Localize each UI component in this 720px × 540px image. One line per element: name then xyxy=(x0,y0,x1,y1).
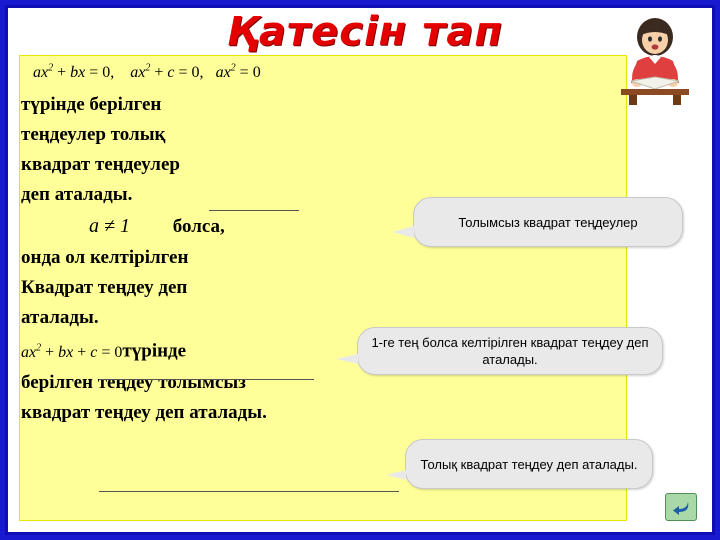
callout-tail-icon xyxy=(336,354,358,364)
formula-ax2-c: $ax^2 + c = 0$, xyxy=(130,63,204,82)
text-line-4: деп аталады. xyxy=(21,184,133,206)
formula-ax2-bx: $ax^2$ + bx = 0, xyxy=(33,63,115,82)
text-line-3: квадрат теңдеулер xyxy=(21,154,180,176)
text-line-6: онда ол келтірілген xyxy=(21,247,189,269)
text-line-10: берілген теңдеу толымсыз xyxy=(21,371,246,393)
formula-ax2: $ax^2 = 0$ xyxy=(215,63,261,82)
text-line-2: теңдеулер толық xyxy=(21,124,166,146)
underline-mark-1 xyxy=(209,210,299,211)
callout-incomplete-quadratic[interactable] xyxy=(413,197,683,247)
condition-a-formula: a ≠ 1 xyxy=(89,215,130,238)
formula-line-incomplete-forms xyxy=(33,63,539,82)
text-line-8: аталады. xyxy=(21,307,99,329)
callout-tail-icon xyxy=(386,470,406,480)
callout-reduced-quadratic[interactable] xyxy=(357,327,663,375)
callout-text: 1-ге тең болса келтірілген квадрат теңдеу деп аталады. xyxy=(371,335,649,367)
callout-text: Толымсыз квадрат теңдеулер xyxy=(458,214,638,230)
callout-complete-quadratic[interactable] xyxy=(405,439,653,489)
callout-text: Толық квадрат теңдеу деп аталады. xyxy=(420,456,638,472)
return-arrow-icon xyxy=(671,499,691,515)
formula-full-quadratic: $ax^2$ + bx + c = 0 xyxy=(21,342,123,361)
page-title: Қатесін тап xyxy=(226,9,504,55)
teacher-illustration-icon xyxy=(611,13,699,105)
text-line-9-suffix: түрінде xyxy=(122,340,187,362)
underline-mark-3 xyxy=(99,491,399,492)
underline-mark-2 xyxy=(99,379,314,380)
text-line-7: Квадрат теңдеу деп xyxy=(21,277,188,299)
text-line-1: түрінде берілген xyxy=(21,94,162,116)
text-line-11: квадрат теңдеу деп аталады. xyxy=(21,401,267,423)
return-button[interactable] xyxy=(665,493,697,521)
text-bolsa: болса, xyxy=(172,216,225,238)
callout-tail-icon xyxy=(392,226,414,238)
